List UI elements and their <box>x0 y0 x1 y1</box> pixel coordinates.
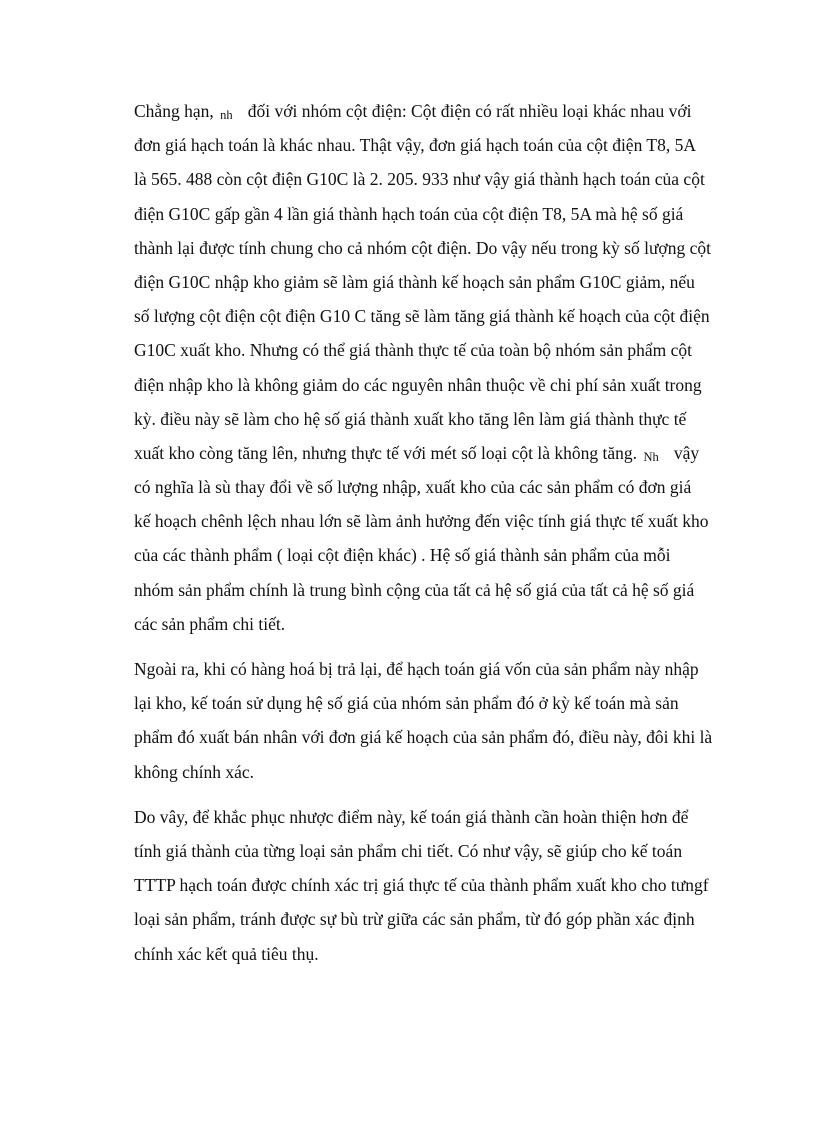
text-run: Chẳng hạn, <box>134 101 219 121</box>
text-run: Do vây, để khắc phục nhược điểm này, kế toán giá thành cần hoàn thiện hơn để <box>134 806 689 827</box>
text-line <box>134 299 756 333</box>
text-line <box>134 265 756 299</box>
text-line <box>134 94 756 128</box>
text-run: vậy <box>660 442 700 463</box>
text-run: phẩm đó xuất bán nhân với đơn giá kế hoạch của sản phẩm đó, điều này, đôi khi là <box>134 727 713 748</box>
text-run: các sản phẩm chi tiết. <box>134 613 286 634</box>
text-run: điện G10C nhập kho giảm sẽ làm giá thành kế hoạch sản phẩm G10C giảm, nếu <box>134 271 695 292</box>
text-run: nhóm sản phẩm chính là trung bình cộng của tất cả hệ số giá của tất cả hệ số giá <box>134 579 695 600</box>
text-run: tính giá thành của từng loại sản phẩm chi tiết. Có như vậy, sẽ giúp cho kế toán <box>134 840 683 861</box>
text-run: số lượng cột điện cột điện G10 C tăng sẽ làm tăng giá thành kế hoạch của cột điện <box>134 306 710 327</box>
text-run: TTTP hạch toán được chính xác trị giá thực tế của thành phẩm xuất kho cho tưngf <box>134 875 709 896</box>
text-run: không chính xác. <box>134 761 255 782</box>
paragraph-spacer <box>134 641 756 652</box>
text-run: của các thành phẩm ( loại cột điện khác) . Hệ số giá thành sản phẩm của mỗi <box>134 545 671 566</box>
text-run: điện G10C gấp gần 4 lần giá thành hạch toán của cột điện T8, 5A mà hệ số giá <box>134 203 684 224</box>
text-run: chính xác kết quả tiêu thụ. <box>134 943 319 964</box>
small-text-run: nh <box>220 108 233 122</box>
text-line <box>134 538 756 572</box>
text-run: kỳ. điều này sẽ làm cho hệ số giá thành xuất kho tăng lên làm giá thành thực tế <box>134 408 687 429</box>
text-line <box>134 720 756 754</box>
text-line <box>134 607 756 641</box>
text-line <box>134 402 756 436</box>
text-line <box>134 902 756 936</box>
paragraph <box>134 94 756 641</box>
text-run: điện nhập kho là không giảm do các nguyên nhân thuộc về chi phí sản xuất trong <box>134 374 702 395</box>
text-line <box>134 504 756 538</box>
text-line <box>134 368 756 402</box>
text-run: loại sản phẩm, tránh được sự bù trừ giữa các sản phẩm, từ đó góp phần xác định <box>134 909 695 930</box>
text-run: lại kho, kế toán sử dụng hệ số giá của nhóm sản phẩm đó ở kỳ kế toán mà sản <box>134 693 679 714</box>
text-run: G10C xuất kho. Nhưng có thể giá thành thực tế của toàn bộ nhóm sản phẩm cột <box>134 340 692 361</box>
text-line <box>134 128 756 162</box>
text-run: đối với nhóm cột điện: Cột điện có rất nhiều loại khác nhau với <box>234 101 692 121</box>
text-line <box>134 231 756 265</box>
paragraph <box>134 652 756 789</box>
text-line <box>134 652 756 686</box>
text-line <box>134 470 756 504</box>
text-line <box>134 573 756 607</box>
small-text-run: Nh <box>643 449 659 464</box>
text-line <box>134 162 756 196</box>
text-line <box>134 333 756 367</box>
paragraph <box>134 800 756 971</box>
text-line <box>134 937 756 971</box>
paragraph-spacer <box>134 789 756 800</box>
text-run: đơn giá hạch toán là khác nhau. Thật vậy, đơn giá hạch toán của cột điện T8, 5A <box>134 135 696 156</box>
text-line <box>134 834 756 868</box>
text-line <box>134 800 756 834</box>
text-run: thành lại được tính chung cho cả nhóm cột điện. Do vậy nếu trong kỳ số lượng cột <box>134 237 711 258</box>
text-run: Ngoài ra, khi có hàng hoá bị trả lại, để hạch toán giá vốn của sản phẩm này nhập <box>134 659 699 679</box>
text-line <box>134 436 756 470</box>
text-run: là 565. 488 còn cột điện G10C là 2. 205. 933 như vậy giá thành hạch toán của cột <box>134 169 705 190</box>
text-line <box>134 755 756 789</box>
text-run: xuất kho còng tăng lên, nhưng thực tế với mét số loại cột là không tăng. <box>134 442 642 463</box>
text-run: kế hoạch chênh lệch nhau lớn sẽ làm ảnh hưởng đến việc tính giá thực tế xuất kho <box>134 511 709 532</box>
text-line <box>134 197 756 231</box>
document-body <box>134 94 756 971</box>
text-line <box>134 686 756 720</box>
text-line <box>134 868 756 902</box>
text-run: có nghĩa là sù thay đổi về số lượng nhập, xuất kho của các sản phẩm có đơn giá <box>134 477 692 498</box>
